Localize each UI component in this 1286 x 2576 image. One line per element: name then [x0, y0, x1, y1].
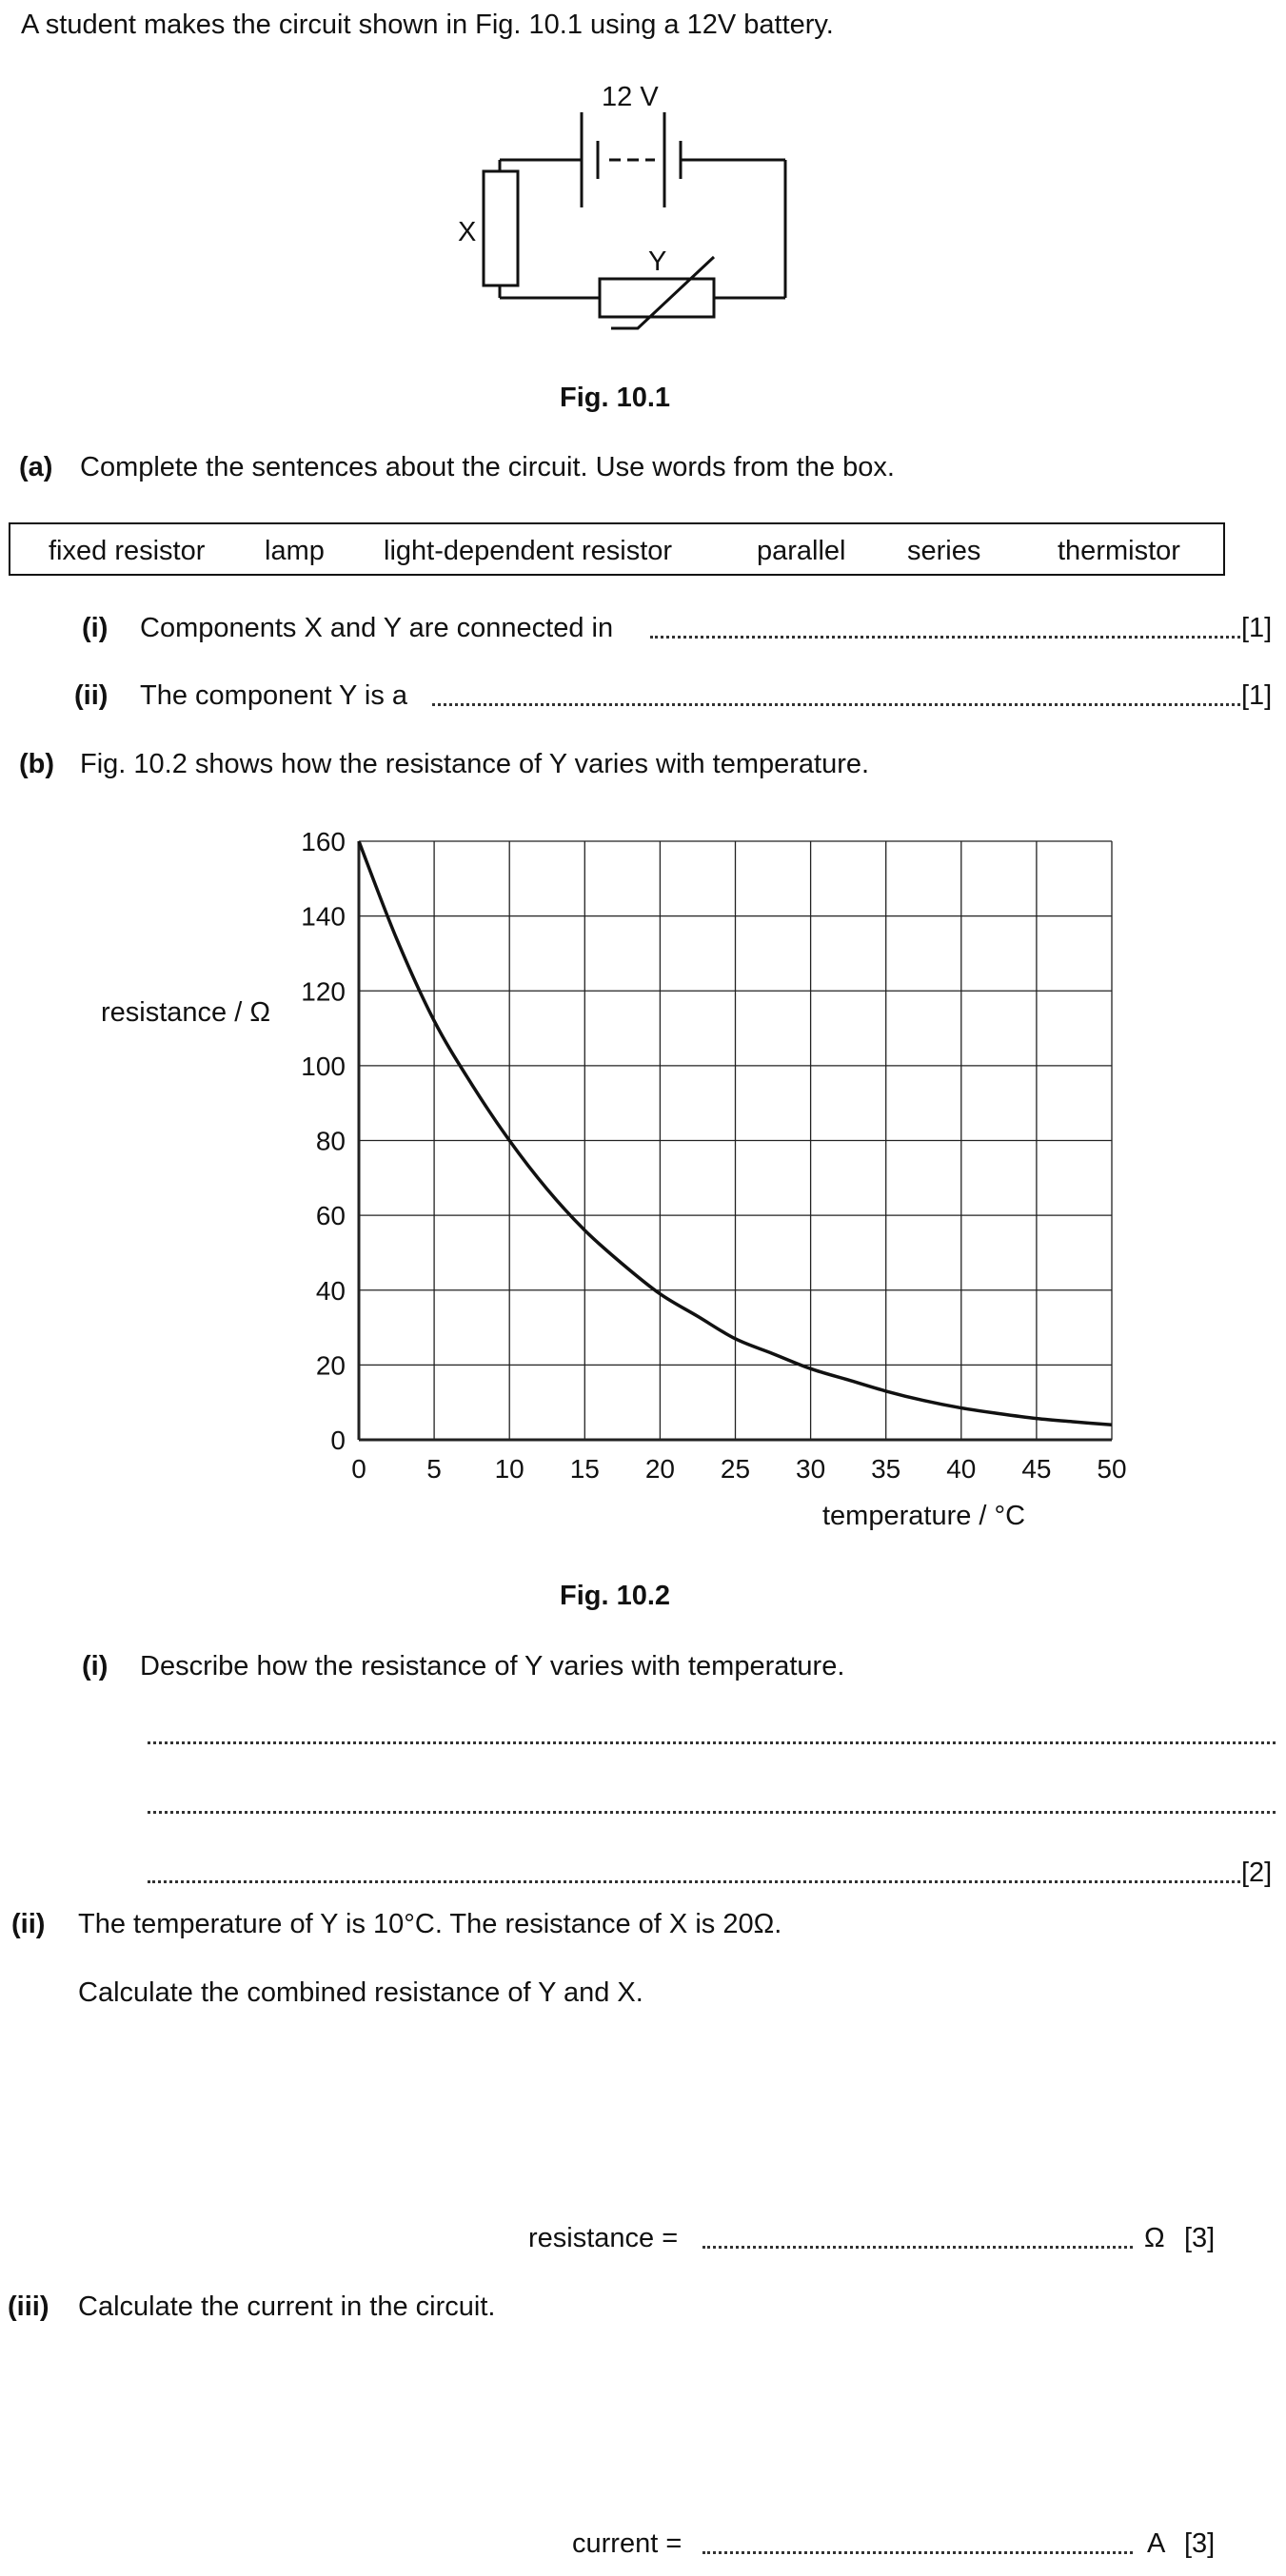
resistance-unit: Ω — [1144, 2223, 1165, 2253]
resistance-answer-line[interactable] — [702, 2246, 1133, 2249]
part-b-label: (b) — [19, 749, 55, 779]
x-tick-label: 45 — [1021, 1454, 1052, 1484]
y-tick-label: 160 — [301, 827, 346, 856]
x-tick-label: 50 — [1097, 1454, 1127, 1484]
y-tick-label: 60 — [315, 1201, 346, 1231]
word-thermistor: thermistor — [1058, 536, 1180, 566]
x-tick-label: 25 — [720, 1454, 751, 1484]
part-b-i-answer-line-3[interactable] — [148, 1880, 1240, 1883]
word-light-dependent-resistor: light-dependent resistor — [384, 536, 673, 566]
resistance-temperature-chart — [0, 799, 1286, 1551]
y-axis-label: resistance / Ω — [101, 997, 271, 1028]
word-series: series — [907, 536, 981, 566]
part-b-ii-marks: [3] — [1184, 2223, 1216, 2253]
part-a-ii-label: (ii) — [74, 680, 109, 711]
part-a-i-label: (i) — [82, 613, 109, 643]
y-tick-label: 0 — [330, 1426, 346, 1455]
word-parallel: parallel — [757, 536, 846, 566]
x-tick-label: 30 — [796, 1454, 826, 1484]
fig-10-1-caption: Fig. 10.1 — [560, 383, 671, 413]
y-tick-label: 140 — [301, 901, 346, 932]
x-tick-label: 40 — [946, 1454, 977, 1484]
x-tick-label: 5 — [426, 1454, 442, 1484]
circuit-diagram — [447, 76, 800, 352]
intro-text: A student makes the circuit shown in Fig. 10.1 using a 12V battery. — [21, 10, 834, 40]
part-a-ii-answer-line[interactable] — [432, 703, 1240, 706]
part-b-iii-label: (iii) — [8, 2291, 49, 2322]
part-a-i-answer-line[interactable] — [650, 636, 1240, 639]
x-tick-label: 15 — [569, 1454, 600, 1484]
battery-label: 12 V — [602, 82, 659, 112]
x-tick-label: 35 — [871, 1454, 901, 1484]
y-tick-label: 40 — [315, 1275, 346, 1306]
part-b-iii-marks: [3] — [1184, 2528, 1216, 2559]
part-b-ii-label: (ii) — [11, 1909, 46, 1939]
part-b-ii-text: The temperature of Y is 10°C. The resistance of X is 20Ω. — [78, 1909, 782, 1939]
x-tick-label: 10 — [494, 1454, 524, 1484]
part-b-i-text: Describe how the resistance of Y varies with temperature. — [140, 1651, 845, 1681]
part-b-i-label: (i) — [82, 1651, 109, 1681]
part-a-label: (a) — [19, 452, 53, 482]
y-tick-label: 20 — [315, 1350, 346, 1381]
word-fixed-resistor: fixed resistor — [49, 536, 206, 566]
component-x-label: X — [458, 217, 477, 247]
part-a-i-text: Components X and Y are connected in — [140, 613, 614, 643]
part-b-prompt: Fig. 10.2 shows how the resistance of Y varies with temperature. — [80, 749, 870, 779]
component-y-label: Y — [648, 246, 667, 277]
part-a-ii-text: The component Y is a — [140, 680, 408, 711]
x-tick-label: 0 — [351, 1454, 366, 1484]
y-tick-label: 100 — [301, 1051, 346, 1081]
part-b-i-answer-line-1[interactable] — [148, 1741, 1276, 1744]
fig-10-2-caption: Fig. 10.2 — [560, 1581, 671, 1611]
part-b-i-answer-line-2[interactable] — [148, 1811, 1276, 1814]
current-answer-label: current = — [572, 2528, 683, 2559]
current-unit: A — [1147, 2528, 1166, 2559]
x-tick-label: 20 — [644, 1454, 675, 1484]
y-tick-label: 80 — [315, 1126, 346, 1156]
part-a-ii-marks: [1] — [1241, 680, 1273, 711]
part-b-i-marks: [2] — [1241, 1858, 1273, 1888]
word-box — [9, 522, 1225, 576]
part-b-iii-text: Calculate the current in the circuit. — [78, 2291, 496, 2322]
part-a-prompt: Complete the sentences about the circuit. Use words from the box. — [80, 452, 895, 482]
part-a-i-marks: [1] — [1241, 613, 1273, 643]
word-lamp: lamp — [265, 536, 325, 566]
y-tick-label: 120 — [301, 976, 346, 1007]
current-answer-line[interactable] — [702, 2551, 1133, 2554]
part-b-ii-text2: Calculate the combined resistance of Y and X. — [78, 1977, 643, 2008]
resistance-answer-label: resistance = — [528, 2223, 679, 2253]
x-axis-label: temperature / °C — [822, 1501, 1026, 1531]
